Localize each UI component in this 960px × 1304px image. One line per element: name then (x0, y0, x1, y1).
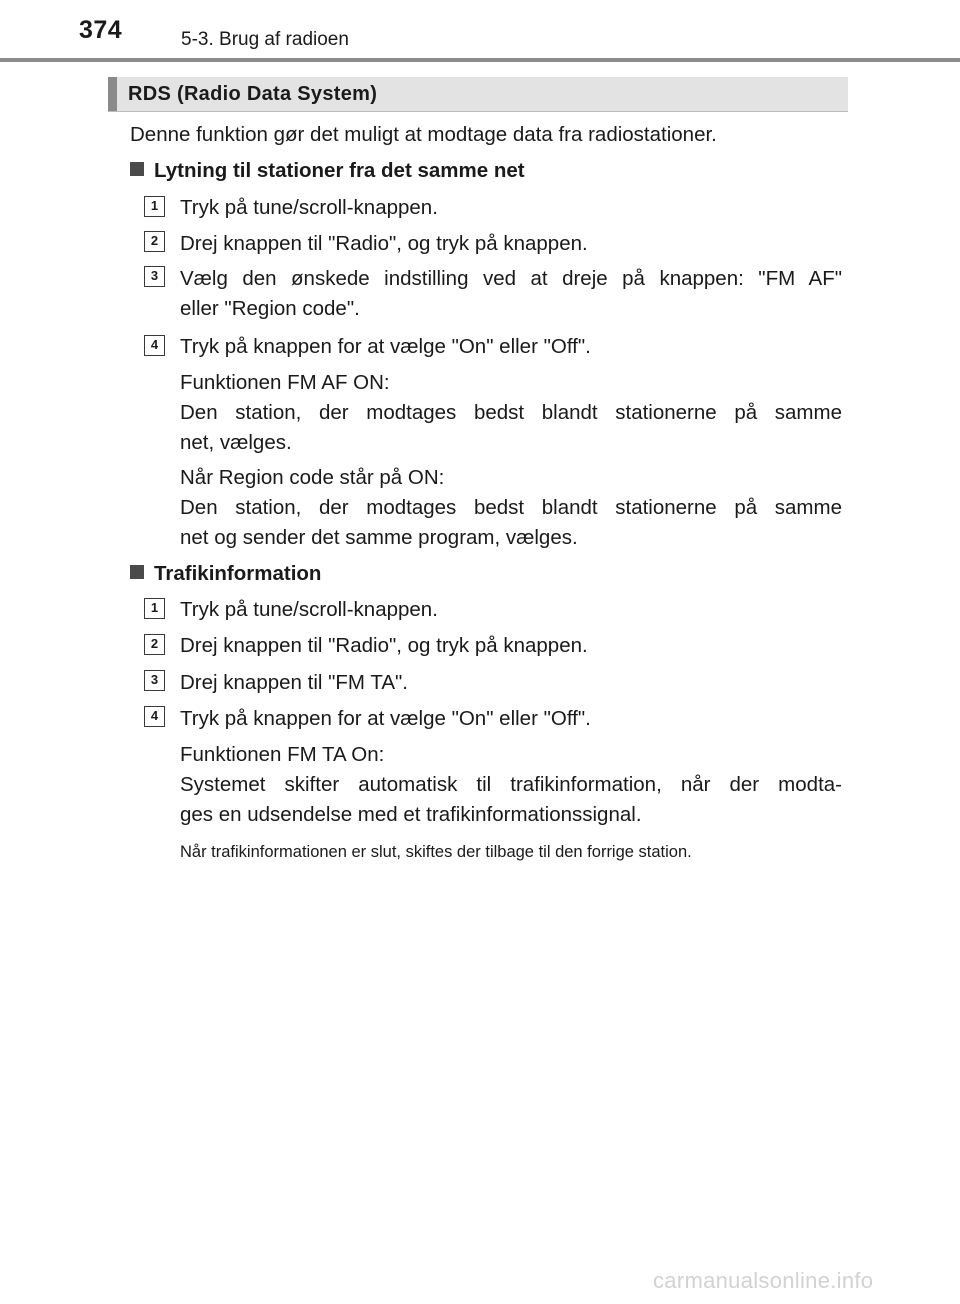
section-heading-box (108, 77, 848, 112)
subheading-text: Trafikinformation (154, 562, 322, 585)
header-rule (0, 58, 960, 62)
step-text-line: Vælg den ønskede indstilling ved at dreje på knappen: "FM AF" (180, 267, 842, 290)
step-text: Tryk på tune/scroll-knappen. (180, 598, 438, 621)
note-block (180, 740, 842, 830)
watermark: carmanualsonline.info (653, 1268, 874, 1293)
note-block (180, 368, 842, 458)
section-intro: Denne funktion gør det muligt at modtage data fra radiostationer. (130, 123, 717, 146)
step-badge: 4 (144, 706, 165, 727)
step-text: Tryk på tune/scroll-knappen. (180, 196, 438, 219)
step-text: Drej knappen til "Radio", og tryk på knappen. (180, 232, 588, 255)
note-line: Funktionen FM TA On: (180, 743, 385, 766)
subheading-trafikinformation (130, 559, 321, 589)
step-text: Drej knappen til "Radio", og tryk på knappen. (180, 634, 588, 657)
note-block (180, 463, 842, 553)
note-line: Den station, der modtages bedst blandt stationerne på samme (180, 496, 842, 519)
section-heading-bar (108, 77, 117, 111)
section-title: RDS (Radio Data System) (128, 83, 378, 105)
step-badge: 1 (144, 196, 165, 217)
note-line: net og sender det samme program, vælges. (180, 526, 578, 549)
square-bullet-icon (130, 162, 144, 176)
square-bullet-icon (130, 565, 144, 579)
note-line: Systemet skifter automatisk til trafikinformation, når der modta- (180, 773, 842, 796)
step-text: Tryk på knappen for at vælge "On" eller "Off". (180, 707, 591, 730)
subheading-text: Lytning til stationer fra det samme net (154, 159, 525, 182)
note-line: Den station, der modtages bedst blandt stationerne på samme (180, 401, 842, 424)
subheading-lytning (130, 156, 525, 186)
step-text: Tryk på knappen for at vælge "On" eller "Off". (180, 335, 591, 358)
page-number: 374 (79, 16, 123, 44)
note-line: net, vælges. (180, 431, 292, 454)
step-text (180, 264, 842, 324)
step-badge: 2 (144, 231, 165, 252)
note-line: Når Region code står på ON: (180, 466, 445, 489)
step-badge: 2 (144, 634, 165, 655)
chapter-title: 5-3. Brug af radioen (181, 29, 349, 50)
note-line: ges en udsendelse med et trafikinformationssignal. (180, 803, 642, 826)
step-text: Drej knappen til "FM TA". (180, 671, 408, 694)
note-line: Funktionen FM AF ON: (180, 371, 390, 394)
step-badge: 4 (144, 335, 165, 356)
step-badge: 1 (144, 598, 165, 619)
step-badge: 3 (144, 266, 165, 287)
step-text-line: eller "Region code". (180, 297, 360, 320)
step-badge: 3 (144, 670, 165, 691)
small-note: Når trafikinformationen er slut, skiftes der tilbage til den forrige station. (180, 843, 692, 861)
